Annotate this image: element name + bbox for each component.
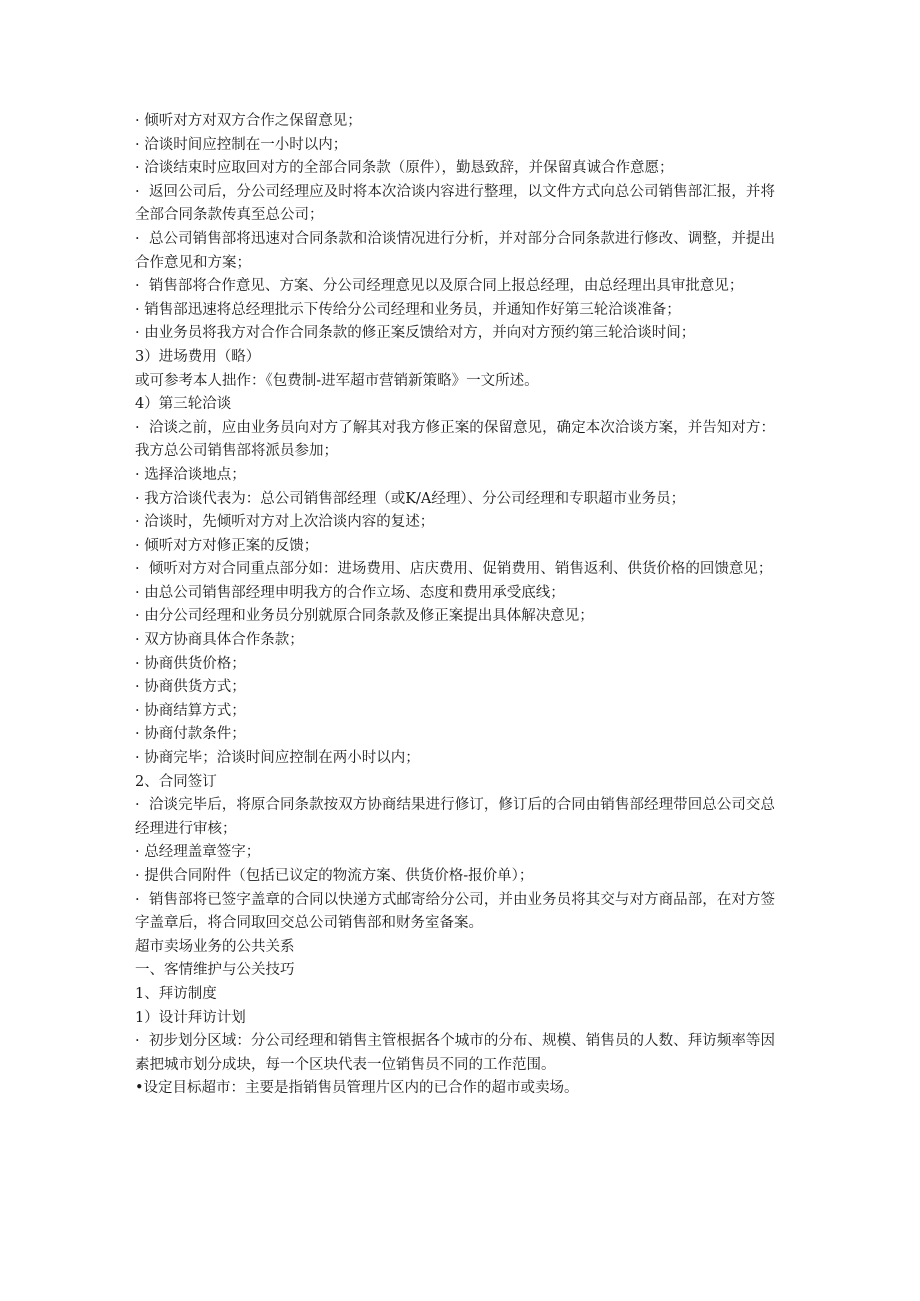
bullet-line: · 销售部将合作意见、方案、分公司经理意见以及原合同上报总经理，由总经理出具审批意见； [135,278,744,295]
bullet-line: · 倾听对方对合同重点部分如：进场费用、店庆费用、促销费用、销售返利、供货价格的回馈意见； [135,561,773,578]
paragraph: 或可参考本人拙作：《包费制-进军超市营销新策略》一文所述。 [135,372,539,389]
bullet-line: · 协商供货方式； [135,679,246,696]
bullet-line: · 销售部将已签字盖章的合同以快递方式邮寄给分公司，并由业务员将其交与对方商品部，在对方签字盖章后，将合同取回交总公司销售部和财务室备案。 [135,891,775,932]
bullet-line: · 洽谈完毕后，将原合同条款按双方协商结果进行修订，修订后的合同由销售部经理带回总公司交总经理进行审核； [135,797,775,837]
bullet-line: · 由业务员将我方对合作合同条款的修正案反馈给对方，并向对方预约第三轮洽谈时间； [135,325,696,342]
bullet-line: · 由总公司销售部经理申明我方的合作立场、态度和费用承受底线； [135,584,565,601]
section-heading: 2、合同签订 [135,773,217,790]
bullet-line: · 倾听对方对修正案的反馈； [135,537,319,554]
bullet-line: · 洽谈时，先倾听对方对上次洽谈内容的复述； [135,514,435,531]
bullet-line: · 初步划分区域：分公司经理和销售主管根据各个城市的分布、规模、销售员的人数、拜访频率等因素把城市划分成块，每一个区块代表一位销售员不同的工作范围。 [135,1033,775,1073]
bullet-line: · 协商付款条件； [135,726,246,743]
bullet-line: · 洽谈之前，应由业务员向对方了解其对我方修正案的保留意见，确定本次洽谈方案，并告知对方：我方总公司销售部将派员参加； [135,419,775,460]
bullet-line: · 选择洽谈地点； [135,466,246,483]
section-heading: 一、客情维护与公关技巧 [135,962,295,979]
subheading: 3）进场费用（略） [135,348,261,365]
bullet-line: · 返回公司后，分公司经理应及时将本次洽谈内容进行整理，以文件方式向总公司销售部汇报，并将全部合同条款传真至总公司； [135,183,775,224]
document-body [135,110,775,1101]
bullet-line: · 由分公司经理和业务员分别就原合同条款及修正案提出具体解决意见； [135,608,594,625]
bullet-line: · 协商完毕；洽谈时间应控制在两小时以内； [135,750,420,767]
bullet-line: · 双方协商具体合作条款； [135,632,304,649]
subheading: 4）第三轮洽谈 [135,396,232,413]
bullet-line: •设定目标超市：主要是指销售员管理片区内的已合作的超市或卖场。 [135,1080,579,1097]
section-heading: 1、拜访制度 [135,985,217,1002]
bullet-line: · 洽谈时间应控制在一小时以内； [135,136,348,153]
bullet-line: · 销售部迅速将总经理批示下传给分公司经理和业务员，并通知作好第三轮洽谈准备； [135,301,681,318]
bullet-line: · 协商结算方式； [135,702,246,719]
bullet-line: · 倾听对方对双方合作之保留意见； [135,113,362,129]
bullet-line: · 我方洽谈代表为：总公司销售部经理（或K/A经理）、分公司经理和专职超市业务员； [135,490,686,507]
bullet-line: · 总公司销售部将迅速对合同条款和洽谈情况进行分析，并对部分合同条款进行修改、调整，并提出合作意见和方案； [135,230,775,271]
bullet-line: · 协商供货价格； [135,655,246,672]
bullet-line: · 总经理盖章签字； [135,844,261,861]
subheading: 1）设计拜访计划 [135,1009,246,1026]
bullet-line: · 提供合同附件（包括已议定的物流方案、供货价格-报价单）； [135,868,534,884]
chapter-heading: 超市卖场业务的公共关系 [135,938,295,955]
bullet-line: · 洽谈结束时应取回对方的全部合同条款（原件），勤恳致辞，并保留真诚合作意愿； [135,160,674,177]
